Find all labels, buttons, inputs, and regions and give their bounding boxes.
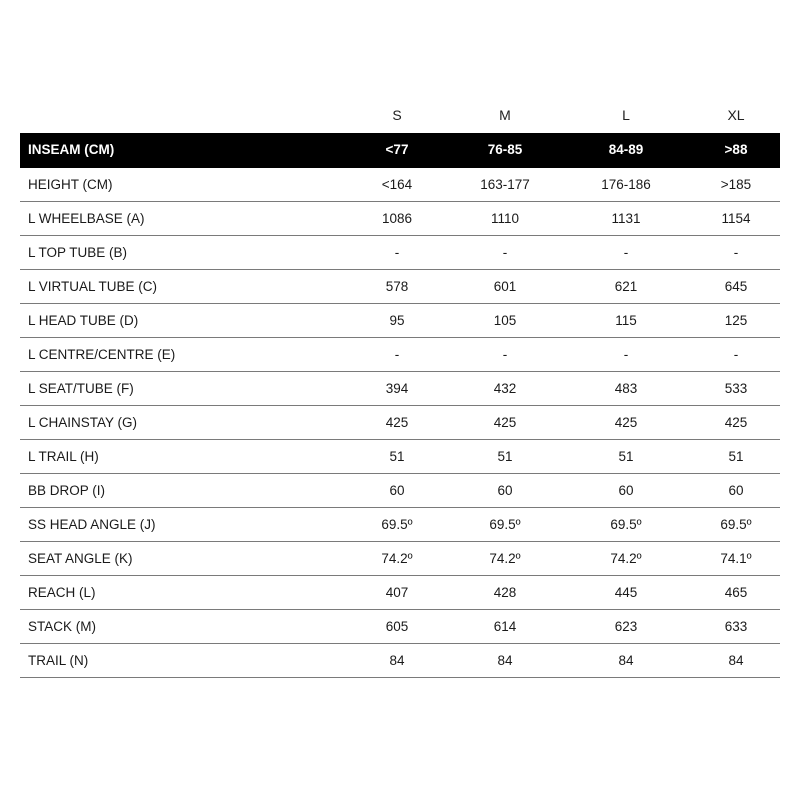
row-label: L TOP TUBE (B) xyxy=(28,245,128,260)
cell-l: 51 xyxy=(618,449,634,464)
table-row-l-trail xyxy=(20,440,780,474)
table-row-trail xyxy=(20,644,780,678)
cell-xl: 465 xyxy=(724,585,748,600)
size-header-l: L xyxy=(622,107,630,123)
table-row-head-angle xyxy=(20,508,780,542)
cell-m: 163-177 xyxy=(480,177,530,192)
table-row-chainstay xyxy=(20,406,780,440)
table-row-height xyxy=(20,168,780,202)
cell-xl: 533 xyxy=(724,381,748,396)
cell-l: 483 xyxy=(614,381,638,396)
cell-s: 74.2º xyxy=(381,551,413,566)
row-label: L CENTRE/CENTRE (E) xyxy=(28,347,176,362)
cell-m: 76-85 xyxy=(487,142,523,157)
cell-m: 84 xyxy=(497,653,513,668)
table-row-stack xyxy=(20,610,780,644)
cell-s: 394 xyxy=(385,381,409,396)
row-label: L SEAT/TUBE (F) xyxy=(28,381,134,396)
cell-l: 621 xyxy=(614,279,638,294)
cell-l: 74.2º xyxy=(610,551,642,566)
cell-l: 69.5º xyxy=(610,517,642,532)
cell-s: 60 xyxy=(389,483,405,498)
cell-s: 69.5º xyxy=(381,517,413,532)
cell-l: 445 xyxy=(614,585,638,600)
size-header-xl: XL xyxy=(727,107,745,123)
row-label: REACH (L) xyxy=(28,585,96,600)
cell-s: 51 xyxy=(389,449,405,464)
cell-s: 407 xyxy=(385,585,409,600)
row-label: L HEAD TUBE (D) xyxy=(28,313,139,328)
cell-xl: 425 xyxy=(724,415,748,430)
table-row-top-tube xyxy=(20,236,780,270)
table-row-seat-tube xyxy=(20,372,780,406)
cell-m: 69.5º xyxy=(489,517,521,532)
cell-m: 432 xyxy=(493,381,517,396)
cell-m: 60 xyxy=(497,483,513,498)
row-label: TRAIL (N) xyxy=(28,653,89,668)
cell-xl: 60 xyxy=(728,483,744,498)
table-row-bb-drop xyxy=(20,474,780,508)
cell-xl: 51 xyxy=(728,449,744,464)
row-label: SEAT ANGLE (K) xyxy=(28,551,133,566)
cell-s: 578 xyxy=(385,279,409,294)
cell-xl: 1154 xyxy=(721,211,751,226)
cell-xl: 69.5º xyxy=(720,517,752,532)
cell-l: 60 xyxy=(618,483,634,498)
cell-s: 95 xyxy=(389,313,405,328)
row-label: SS HEAD ANGLE (J) xyxy=(28,517,156,532)
cell-m: 105 xyxy=(493,313,517,328)
cell-m: 1110 xyxy=(490,211,520,226)
cell-xl: 633 xyxy=(724,619,748,634)
table-row-reach xyxy=(20,576,780,610)
cell-m: 51 xyxy=(497,449,513,464)
cell-s: <164 xyxy=(381,177,413,192)
cell-m: - xyxy=(502,245,508,260)
row-label: BB DROP (I) xyxy=(28,483,106,498)
cell-xl: - xyxy=(733,347,739,362)
cell-xl: 84 xyxy=(728,653,744,668)
cell-xl: - xyxy=(733,245,739,260)
cell-xl: 125 xyxy=(724,313,748,328)
size-header-m: M xyxy=(499,107,511,123)
table-row-head-tube xyxy=(20,304,780,338)
cell-s: 425 xyxy=(385,415,409,430)
cell-l: 176-186 xyxy=(601,177,651,192)
cell-l: 425 xyxy=(614,415,638,430)
cell-l: 1131 xyxy=(611,211,641,226)
cell-s: - xyxy=(394,245,400,260)
size-header-s: S xyxy=(392,107,402,123)
cell-l: 84-89 xyxy=(608,142,644,157)
size-header-row xyxy=(20,99,780,133)
cell-xl: 74.1º xyxy=(720,551,752,566)
table-row-seat-angle xyxy=(20,542,780,576)
row-label: HEIGHT (CM) xyxy=(28,177,113,192)
cell-m: 601 xyxy=(493,279,517,294)
cell-s: 605 xyxy=(385,619,409,634)
table-row-virtual-tube xyxy=(20,270,780,304)
table-row-wheelbase xyxy=(20,202,780,236)
table-row-centre-centre xyxy=(20,338,780,372)
row-label: L WHEELBASE (A) xyxy=(28,211,145,226)
cell-xl: >88 xyxy=(724,142,748,157)
cell-m: 614 xyxy=(493,619,517,634)
row-label: L VIRTUAL TUBE (C) xyxy=(28,279,158,294)
cell-m: 74.2º xyxy=(489,551,521,566)
cell-l: - xyxy=(623,245,629,260)
cell-m: - xyxy=(502,347,508,362)
cell-l: 84 xyxy=(618,653,634,668)
cell-s: - xyxy=(394,347,400,362)
row-label: L CHAINSTAY (G) xyxy=(28,415,138,430)
cell-l: 623 xyxy=(614,619,638,634)
row-label: INSEAM (CM) xyxy=(28,142,115,157)
table-row-inseam xyxy=(20,133,780,168)
cell-l: 115 xyxy=(615,313,637,328)
cell-xl: >185 xyxy=(720,177,752,192)
cell-m: 428 xyxy=(493,585,517,600)
row-label: L TRAIL (H) xyxy=(28,449,99,464)
cell-s: 1086 xyxy=(381,211,413,226)
cell-l: - xyxy=(623,347,629,362)
row-label: STACK (M) xyxy=(28,619,96,634)
geometry-table xyxy=(20,99,780,678)
cell-xl: 645 xyxy=(724,279,748,294)
cell-s: 84 xyxy=(389,653,405,668)
cell-s: <77 xyxy=(385,142,409,157)
cell-m: 425 xyxy=(493,415,517,430)
